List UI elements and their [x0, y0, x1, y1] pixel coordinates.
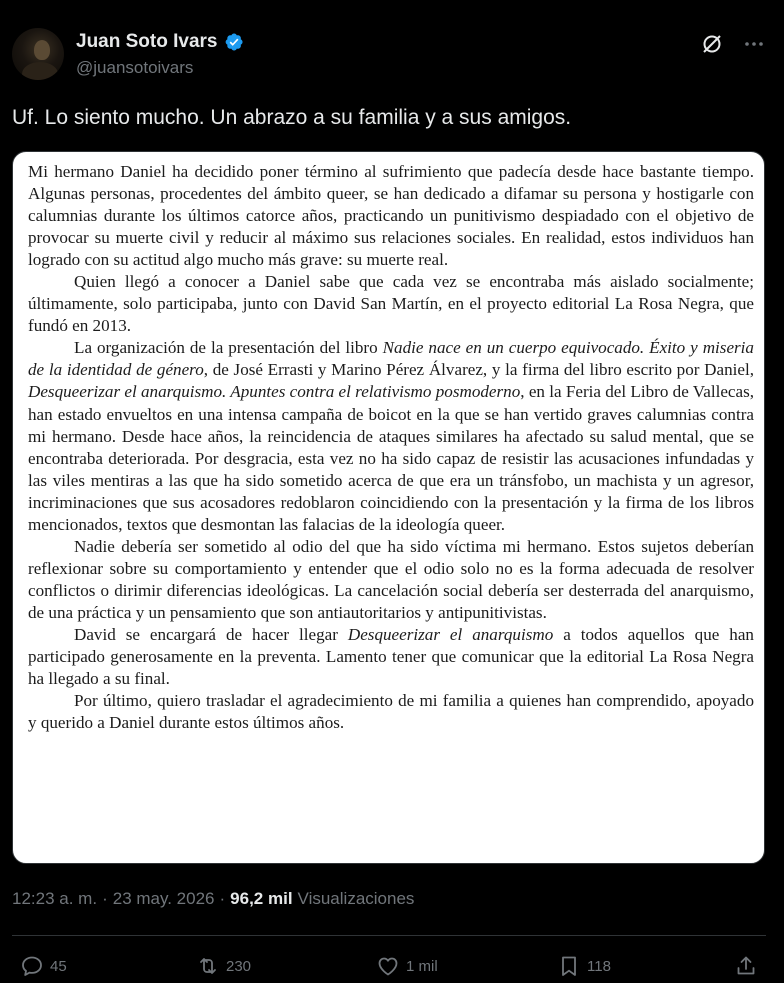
- author-display-name[interactable]: Juan Soto Ivars: [76, 31, 218, 52]
- avatar-face: [34, 40, 50, 60]
- p3-book-title-1: Nadie nace en un cuerpo equivocado. Éxito y miseria de la identidad de género: [28, 338, 754, 380]
- p5-book-title: Desqueerizar el anarquismo: [347, 624, 554, 644]
- bookmark-count: 118: [587, 957, 611, 975]
- action-bar: [0, 950, 784, 983]
- avatar[interactable]: [12, 28, 64, 80]
- bookmark-button[interactable]: [557, 954, 611, 978]
- meta-separator: ·: [219, 889, 226, 908]
- tweet-image[interactable]: [12, 151, 765, 864]
- views-count: 96,2 mil: [230, 889, 293, 908]
- repost-count: 230: [226, 957, 252, 975]
- p3-text-c: , de José Errasti y Marino Pérez Álvarez, y la firma del libro escrito por Daniel,: [203, 360, 755, 380]
- p5-text-a: David se encargará de hacer llegar: [74, 624, 348, 644]
- like-count: 1 mil: [406, 957, 438, 975]
- avatar-shoulder: [22, 62, 58, 80]
- meta-separator: ·: [102, 889, 108, 908]
- p3-book-title-2: Desqueerizar el anarquismo. Apuntes contra el relativismo posmoderno: [28, 382, 521, 402]
- p3-text-a: La organización de la presentación del libro: [74, 338, 383, 358]
- image-paragraph-4: Nadie debería ser sometido al odio del que ha sido víctima mi hermano. Estos sujetos deberían reflexionar sobre su comportamiento y entender que el odio solo no es la forma adecuada de resolver conflictos o dirimir diferencias ideológicas. La cancelación social debería ser desterrada del anarquismo, de una práctica y un pensamiento que son antiautoritarios y antipunitivistas.: [28, 536, 754, 622]
- grok-icon[interactable]: [700, 32, 724, 56]
- repost-icon: [196, 954, 220, 978]
- bookmark-icon: [557, 954, 581, 978]
- divider: [12, 935, 766, 936]
- reply-count: 45: [50, 957, 67, 975]
- repost-button[interactable]: [196, 954, 251, 978]
- image-paragraph-1: Mi hermano Daniel ha decidido poner término al sufrimiento que padecía desde hace bastante tiempo. Algunas personas, procedentes del ámbito queer, se han dedicado a difamar su persona y hostigarle con calumnias durante los últimos catorce años, practicando un punitivismo despiadado con el objetivo de provocar su muerte civil y reducir al máximo sus relaciones sociales. En realidad, estos individuos han logrado con su actitud algo mucho más grave: su muerte real.: [28, 162, 754, 270]
- image-paragraph-3: [28, 337, 754, 535]
- author-handle[interactable]: @juansotoivars: [76, 58, 194, 77]
- image-paragraph-6: Por último, quiero trasladar el agradecimiento de mi familia a quienes han comprendido, apoyado y querido a Daniel durante estos últimos años.: [28, 691, 754, 733]
- verified-badge-icon: [224, 32, 244, 52]
- like-button[interactable]: [376, 954, 438, 978]
- share-button[interactable]: [734, 954, 758, 978]
- tweet-text: Uf. Lo siento mucho. Un abrazo a su familia y a sus amigos.: [12, 106, 572, 129]
- reply-icon: [20, 954, 44, 978]
- more-icon[interactable]: [742, 32, 766, 56]
- display-name-row: [76, 30, 244, 54]
- tweet-meta: [12, 889, 414, 909]
- p5-text-c: a todos aquellos que han participado generosamente en la preventa. Lamento tener que comunicar que la editorial La Rosa Negra ha llegado a su final.: [28, 624, 754, 689]
- image-paragraph-5: [28, 624, 754, 690]
- views-label: Visualizaciones: [297, 889, 415, 908]
- like-icon: [376, 954, 400, 978]
- author-names: [76, 30, 244, 78]
- tweet-header: [12, 28, 772, 84]
- image-paragraph-2: Quien llegó a conocer a Daniel sabe que cada vez se encontraba más aislado socialmente; últimamente, solo participaba, junto con David San Martín, en el proyecto editorial La Rosa Negra, que fundó en 2013.: [28, 272, 754, 336]
- p3-text-e: , en la Feria del Libro de Vallecas, han estado envueltos en una intensa campaña de boicot en la que se han vertido graves calumnias contra mi hermano. Desde hace años, la reincidencia de ataques similares ha afectado su salud mental, que se encontraba deteriorada. Por desgracia, esta vez no ha sido capaz de resistir las acusaciones infundadas y las viles mentiras a las que ha sido sometido acerca de que era un tránsfobo, un machista y un agresor, incriminaciones que sus acosadores redoblaron coincidiendo con la presentación y la firma de los libros mencionados, textos que desmontan las falacias de la ideología queer.: [28, 382, 755, 534]
- image-page-text: [28, 161, 754, 734]
- tweet-time[interactable]: 12:23 a. m.: [12, 889, 98, 908]
- reply-button[interactable]: [20, 954, 67, 978]
- share-icon: [734, 954, 758, 978]
- tweet-date[interactable]: 23 may. 2026: [112, 889, 215, 908]
